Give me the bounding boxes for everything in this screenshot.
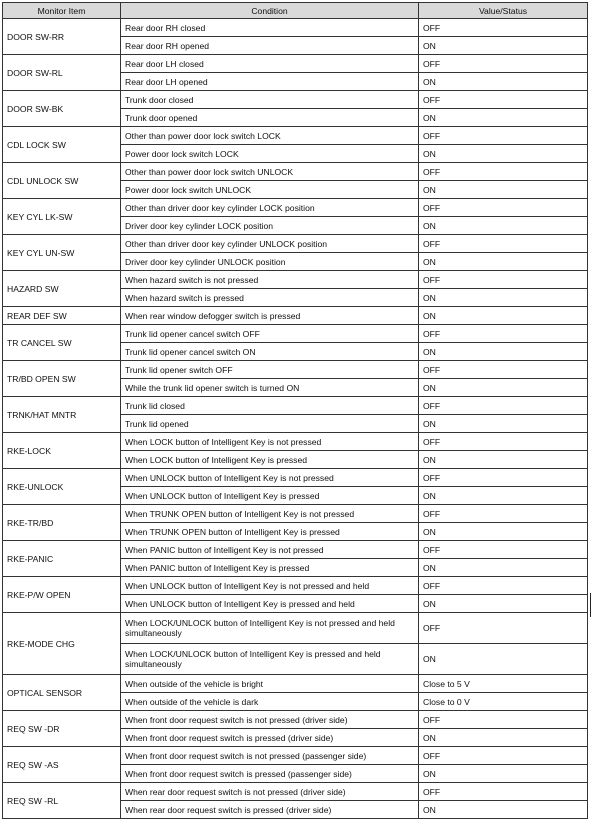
condition-cell: When UNLOCK button of Intelligent Key is pressed and held: [121, 595, 419, 613]
value-status-cell: OFF: [419, 433, 588, 451]
monitor-item-cell: RKE-TR/BD: [3, 505, 121, 541]
table-row: [3, 783, 588, 801]
monitor-item-cell: RKE-UNLOCK: [3, 469, 121, 505]
table-row: [3, 199, 588, 217]
value-status-cell: OFF: [419, 711, 588, 729]
table-row: [3, 541, 588, 559]
value-status-cell: OFF: [419, 397, 588, 415]
value-status-cell: OFF: [419, 505, 588, 523]
condition-cell: When front door request switch is not pressed (driver side): [121, 711, 419, 729]
table-row: [3, 19, 588, 37]
value-status-cell: ON: [419, 145, 588, 163]
monitor-item-cell: TR CANCEL SW: [3, 325, 121, 361]
value-status-cell: ON: [419, 729, 588, 747]
table-body: [3, 19, 588, 819]
value-status-cell: OFF: [419, 127, 588, 145]
value-status-cell: ON: [419, 487, 588, 505]
header-condition: Condition: [121, 3, 419, 19]
value-status-cell: ON: [419, 801, 588, 819]
condition-cell: When PANIC button of Intelligent Key is not pressed: [121, 541, 419, 559]
condition-cell: When LOCK/UNLOCK button of Intelligent Key is pressed and held simultaneously: [121, 644, 419, 675]
condition-cell: When UNLOCK button of Intelligent Key is pressed: [121, 487, 419, 505]
value-status-cell: ON: [419, 73, 588, 91]
condition-cell: When LOCK/UNLOCK button of Intelligent Key is not pressed and held simultaneously: [121, 613, 419, 644]
value-status-cell: OFF: [419, 469, 588, 487]
table-row: [3, 613, 588, 644]
value-status-cell: OFF: [419, 541, 588, 559]
value-status-cell: OFF: [419, 747, 588, 765]
monitor-item-cell: REAR DEF SW: [3, 307, 121, 325]
table-row: [3, 469, 588, 487]
value-status-cell: ON: [419, 343, 588, 361]
table-row: [3, 235, 588, 253]
header-monitor-item: Monitor Item: [3, 3, 121, 19]
condition-cell: Trunk lid closed: [121, 397, 419, 415]
condition-cell: When rear window defogger switch is pressed: [121, 307, 419, 325]
condition-cell: Other than driver door key cylinder UNLOCK position: [121, 235, 419, 253]
value-status-cell: ON: [419, 451, 588, 469]
monitor-item-cell: RKE-LOCK: [3, 433, 121, 469]
monitor-item-cell: CDL LOCK SW: [3, 127, 121, 163]
value-status-cell: ON: [419, 523, 588, 541]
condition-cell: Driver door key cylinder LOCK position: [121, 217, 419, 235]
condition-cell: Power door lock switch UNLOCK: [121, 181, 419, 199]
condition-cell: Rear door LH closed: [121, 55, 419, 73]
monitor-item-cell: RKE-PANIC: [3, 541, 121, 577]
condition-cell: When outside of the vehicle is bright: [121, 675, 419, 693]
condition-cell: While the trunk lid opener switch is turned ON: [121, 379, 419, 397]
monitor-item-cell: REQ SW -DR: [3, 711, 121, 747]
header-value-status: Value/Status: [419, 3, 588, 19]
value-status-cell: OFF: [419, 19, 588, 37]
value-status-cell: OFF: [419, 783, 588, 801]
condition-cell: Rear door RH closed: [121, 19, 419, 37]
value-status-cell: ON: [419, 559, 588, 577]
condition-cell: Other than driver door key cylinder LOCK position: [121, 199, 419, 217]
monitor-item-cell: REQ SW -RL: [3, 783, 121, 819]
value-status-cell: OFF: [419, 577, 588, 595]
condition-cell: Rear door LH opened: [121, 73, 419, 91]
monitor-item-cell: TRNK/HAT MNTR: [3, 397, 121, 433]
condition-cell: Trunk door opened: [121, 109, 419, 127]
value-status-cell: Close to 5 V: [419, 675, 588, 693]
value-status-cell: ON: [419, 109, 588, 127]
value-status-cell: OFF: [419, 613, 588, 644]
condition-cell: When front door request switch is pressed (passenger side): [121, 765, 419, 783]
value-status-cell: ON: [419, 379, 588, 397]
monitor-item-cell: CDL UNLOCK SW: [3, 163, 121, 199]
value-status-cell: ON: [419, 289, 588, 307]
condition-cell: When hazard switch is pressed: [121, 289, 419, 307]
table-row: [3, 747, 588, 765]
monitor-item-cell: DOOR SW-BK: [3, 91, 121, 127]
condition-cell: When TRUNK OPEN button of Intelligent Key is pressed: [121, 523, 419, 541]
value-status-cell: ON: [419, 307, 588, 325]
value-status-cell: ON: [419, 595, 588, 613]
monitor-item-cell: DOOR SW-RL: [3, 55, 121, 91]
value-status-cell: OFF: [419, 91, 588, 109]
condition-cell: When UNLOCK button of Intelligent Key is not pressed: [121, 469, 419, 487]
table-row: [3, 127, 588, 145]
table-row: [3, 325, 588, 343]
value-status-cell: OFF: [419, 361, 588, 379]
monitor-item-cell: DOOR SW-RR: [3, 19, 121, 55]
condition-cell: Trunk lid opened: [121, 415, 419, 433]
condition-cell: When LOCK button of Intelligent Key is pressed: [121, 451, 419, 469]
table-row: [3, 55, 588, 73]
value-status-cell: Close to 0 V: [419, 693, 588, 711]
table-row: [3, 433, 588, 451]
condition-cell: Trunk lid opener cancel switch ON: [121, 343, 419, 361]
value-status-cell: OFF: [419, 55, 588, 73]
table-row: [3, 91, 588, 109]
table-row: [3, 505, 588, 523]
value-status-cell: ON: [419, 644, 588, 675]
table-row: [3, 397, 588, 415]
table-row: [3, 271, 588, 289]
condition-cell: When front door request switch is pressed (driver side): [121, 729, 419, 747]
page-edge-mark: [590, 593, 591, 617]
value-status-cell: ON: [419, 217, 588, 235]
monitor-item-cell: KEY CYL LK-SW: [3, 199, 121, 235]
condition-cell: Trunk door closed: [121, 91, 419, 109]
monitor-item-cell: OPTICAL SENSOR: [3, 675, 121, 711]
table-row: [3, 711, 588, 729]
header-row: [3, 3, 588, 19]
condition-cell: When TRUNK OPEN button of Intelligent Key is not pressed: [121, 505, 419, 523]
condition-cell: When UNLOCK button of Intelligent Key is not pressed and held: [121, 577, 419, 595]
condition-cell: When rear door request switch is not pressed (driver side): [121, 783, 419, 801]
monitor-item-cell: RKE-P/W OPEN: [3, 577, 121, 613]
condition-cell: When LOCK button of Intelligent Key is not pressed: [121, 433, 419, 451]
condition-cell: Trunk lid opener switch OFF: [121, 361, 419, 379]
monitor-item-cell: HAZARD SW: [3, 271, 121, 307]
condition-cell: When outside of the vehicle is dark: [121, 693, 419, 711]
monitor-table: [2, 2, 588, 819]
value-status-cell: OFF: [419, 235, 588, 253]
condition-cell: Other than power door lock switch LOCK: [121, 127, 419, 145]
value-status-cell: ON: [419, 253, 588, 271]
value-status-cell: OFF: [419, 325, 588, 343]
value-status-cell: OFF: [419, 271, 588, 289]
table-row: [3, 163, 588, 181]
table-row: [3, 307, 588, 325]
condition-cell: When front door request switch is not pressed (passenger side): [121, 747, 419, 765]
condition-cell: Rear door RH opened: [121, 37, 419, 55]
condition-cell: Power door lock switch LOCK: [121, 145, 419, 163]
value-status-cell: ON: [419, 181, 588, 199]
condition-cell: When rear door request switch is pressed (driver side): [121, 801, 419, 819]
value-status-cell: ON: [419, 415, 588, 433]
condition-cell: When PANIC button of Intelligent Key is pressed: [121, 559, 419, 577]
monitor-item-cell: KEY CYL UN-SW: [3, 235, 121, 271]
monitor-item-cell: REQ SW -AS: [3, 747, 121, 783]
value-status-cell: OFF: [419, 163, 588, 181]
table-row: [3, 675, 588, 693]
value-status-cell: ON: [419, 37, 588, 55]
condition-cell: Driver door key cylinder UNLOCK position: [121, 253, 419, 271]
condition-cell: When hazard switch is not pressed: [121, 271, 419, 289]
value-status-cell: OFF: [419, 199, 588, 217]
condition-cell: Trunk lid opener cancel switch OFF: [121, 325, 419, 343]
monitor-item-cell: TR/BD OPEN SW: [3, 361, 121, 397]
condition-cell: Other than power door lock switch UNLOCK: [121, 163, 419, 181]
monitor-item-cell: RKE-MODE CHG: [3, 613, 121, 675]
table-row: [3, 577, 588, 595]
value-status-cell: ON: [419, 765, 588, 783]
table-row: [3, 361, 588, 379]
